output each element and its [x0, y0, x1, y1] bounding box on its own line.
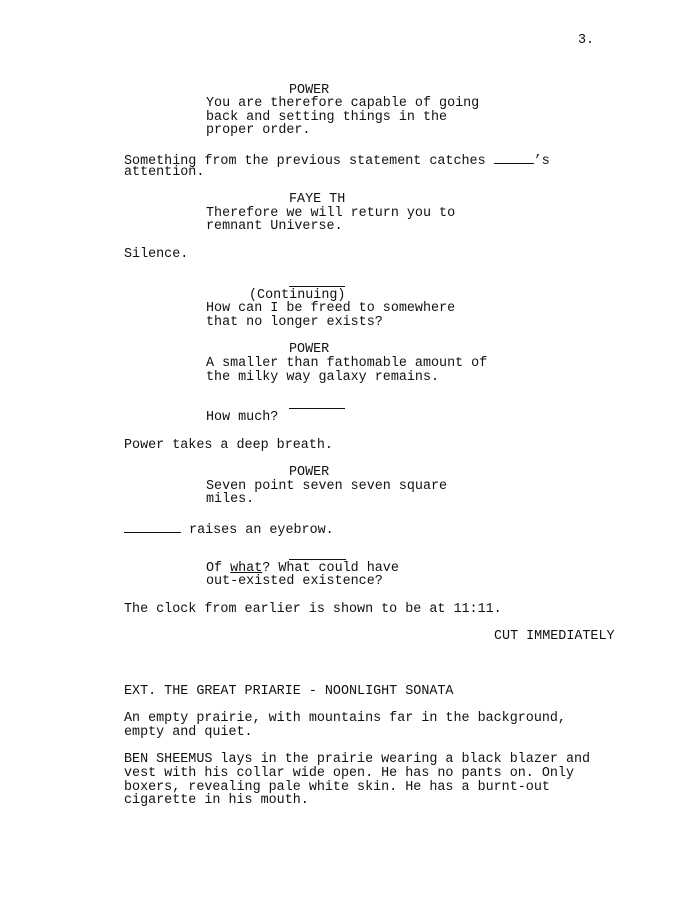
action-line: vest with his collar wide open. He has no pants on. Only [124, 766, 574, 781]
name-blank [124, 521, 181, 533]
action-line: boxers, revealing pale white skin. He has a burnt-out [124, 780, 550, 795]
action-line: Power takes a deep breath. [124, 438, 333, 453]
dialogue-line: miles. [206, 492, 255, 507]
action-line: An empty prairie, with mountains far in the background, [124, 711, 566, 726]
dialogue-line: A smaller than fathomable amount of [206, 356, 488, 371]
name-blank [289, 275, 345, 287]
parenthetical: (Continuing) [249, 288, 346, 303]
action-line: cigarette in his mouth. [124, 793, 309, 808]
action-line: Silence. [124, 247, 189, 262]
dialogue-text: ? What could have [262, 561, 399, 576]
action-text: ’s [533, 154, 550, 169]
dialogue-line: the milky way galaxy remains. [206, 370, 440, 385]
dialogue-line: out-existed existence? [206, 574, 383, 589]
action-line: attention. [124, 165, 205, 180]
character-cue: POWER [289, 465, 330, 480]
dialogue-line: that no longer exists? [206, 315, 383, 330]
dialogue-text: Of [206, 561, 231, 576]
action-text: Something from the previous statement catches [124, 154, 494, 169]
name-blank [289, 548, 346, 560]
action-text: raises an eyebrow. [181, 523, 334, 538]
dialogue-line: How much? [206, 410, 279, 425]
transition: CUT IMMEDIATELY [494, 629, 615, 644]
dialogue-line: How can I be freed to somewhere [206, 301, 456, 316]
underlined-word: what [230, 561, 263, 576]
dialogue-line: proper order. [206, 123, 311, 138]
character-cue: POWER [289, 83, 330, 98]
character-cue-blank [289, 397, 345, 414]
scene-heading: EXT. THE GREAT PRIARIE - NOONLIGHT SONATA [124, 684, 454, 699]
name-blank [289, 397, 345, 409]
name-blank [494, 152, 534, 164]
action-line [124, 521, 334, 538]
dialogue-line: Therefore we will return you to [206, 206, 456, 221]
dialogue-line: remnant Universe. [206, 219, 343, 234]
action-line: empty and quiet. [124, 725, 253, 740]
action-line: The clock from earlier is shown to be at 11:11. [124, 602, 502, 617]
character-cue: POWER [289, 342, 330, 357]
dialogue-line: back and setting things in the [206, 110, 448, 125]
dialogue-line: Seven point seven seven square [206, 479, 448, 494]
character-cue: FAYE TH [289, 192, 346, 207]
page-number: 3. [578, 33, 595, 48]
dialogue-line: You are therefore capable of going [206, 96, 480, 111]
action-line: BEN SHEEMUS lays in the prairie wearing a black blazer and [124, 752, 591, 767]
